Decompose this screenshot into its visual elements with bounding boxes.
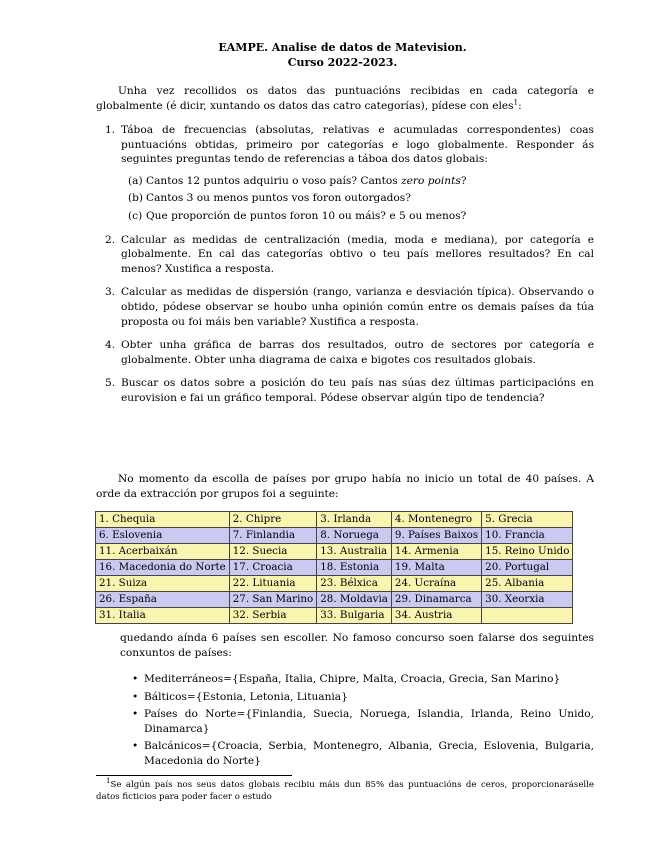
table-cell: 4. Montenegro — [391, 512, 481, 528]
subtask-list — [121, 174, 594, 224]
table-cell: 19. Malta — [391, 560, 481, 576]
table-cell: 3. Irlanda — [317, 512, 392, 528]
table-row — [96, 544, 573, 560]
set-text: Balcánicos={Croacia, Serbia, Montenegro, Albania, Grecia, Eslovenia, Bulgaria, Macedonia do Norte} — [144, 740, 594, 767]
table-cell: 14. Armenia — [391, 544, 481, 560]
task-item-3 — [96, 285, 594, 329]
task-number: 1. — [105, 124, 116, 136]
footnote — [96, 779, 594, 803]
table-cell: 9. Países Baixos — [391, 528, 481, 544]
table-cell: 20. Portugal — [482, 560, 573, 576]
set-item-norte — [120, 707, 594, 736]
set-text: Bálticos={Estonia, Letonia, Lituania} — [144, 690, 348, 703]
footnote-ref[interactable]: 1 — [513, 98, 519, 107]
table-row — [96, 592, 573, 608]
task-item-4 — [96, 338, 594, 367]
subtask-text-end: ? — [460, 174, 467, 187]
table-cell: 11. Acerbaixán — [96, 544, 230, 560]
table-row — [96, 512, 573, 528]
footnote-mark: 1 — [106, 777, 111, 786]
bullet-icon: • — [132, 690, 139, 703]
subtask-text: Cantos 12 puntos adquiriu o voso país? Cantos — [146, 174, 402, 187]
remaining-paragraph: quedando aínda 6 países sen escoller. No famoso concurso soen falarse dos seguintes conxuntos de países: — [120, 632, 594, 659]
table-cell: 29. Dinamarca — [391, 592, 481, 608]
table-cell: 24. Ucraína — [391, 576, 481, 592]
task-number: 3. — [105, 286, 116, 299]
set-item-balticos — [120, 690, 594, 705]
intro-paragraph — [96, 84, 594, 113]
task-text: Obter unha gráfica de barras dos resultados, outro de sectores por categoría e globalmente. Obter unha diagrama de caixa e bigotes cos resultados globais. — [121, 339, 594, 366]
table-cell: 31. Italia — [96, 608, 230, 624]
table-cell: 13. Australia — [317, 544, 392, 560]
table-cell: 2. Chipre — [229, 512, 316, 528]
table-cell: 18. Estonia — [317, 560, 392, 576]
task-number: 2. — [105, 233, 116, 246]
groups-intro-paragraph: No momento da escolla de países por grupo había no inicio un total de 40 países. A orde da extracción por grupos foi a seguinte: — [96, 473, 594, 500]
subtask-item-b — [121, 191, 594, 206]
table-cell: 34. Austria — [391, 608, 481, 624]
intro-colon: : — [518, 99, 522, 112]
groups-table — [95, 511, 573, 624]
footnote-text: Se algún país nos seus datos globais recibiu máis dun 85% das puntuacións de ceros, proporcionaráselle datos ficticios para poder facer o estudo — [96, 780, 594, 802]
table-cell — [482, 608, 573, 624]
set-item-balcanicos — [120, 739, 594, 768]
table-row — [96, 608, 573, 624]
task-item-1 — [96, 123, 594, 224]
table-cell: 26. España — [96, 592, 230, 608]
table-cell: 7. Finlandia — [229, 528, 316, 544]
table-cell: 16. Macedonia do Norte — [96, 560, 230, 576]
table-cell: 17. Croacia — [229, 560, 316, 576]
table-cell: 10. Francia — [482, 528, 573, 544]
table-cell: 28. Moldavia — [317, 592, 392, 608]
subtask-number: (a) — [128, 174, 143, 187]
subtask-item-a — [121, 174, 594, 189]
set-item-mediterraneos — [120, 672, 594, 687]
intro-text: Unha vez recollidos os datos das puntuacións recibidas en cada categoría e globalmente (é dicir, xuntando os datos das catro categorías), pídese con eles — [96, 85, 594, 112]
task-text: Calcular as medidas de centralización (media, moda e mediana), por categoría e globalmente. En cal das categorías obtivo o teu país mellores resultados? En cal menos? Xustifica a resposta. — [121, 233, 594, 275]
table-cell: 27. San Marino — [229, 592, 316, 608]
table-cell: 1. Chequia — [96, 512, 230, 528]
task-text: Calcular as medidas de dispersión (rango, varianza e desviación típica). Observando o obtido, pódese observar se houbo unha opinión común entre os demais países da túa proposta ou foi máis ben variable? Xustifica a resposta. — [121, 286, 594, 328]
task-item-2 — [96, 233, 594, 277]
task-text: Táboa de frecuencias (absolutas, relativas e acumuladas correspondentes) coas puntuacións obtidas, primeiro por categorías e logo globalmente. Responder ás seguintes preguntas tendo de referencias a táboa dos datos globais: — [121, 124, 594, 166]
table-cell: 25. Albania — [482, 576, 573, 592]
table-cell: 21. Suiza — [96, 576, 230, 592]
table-row — [96, 560, 573, 576]
bullet-icon: • — [132, 708, 139, 721]
subtask-number: (b) — [128, 192, 144, 205]
subtask-number: (c) — [128, 209, 143, 222]
table-cell: 30. Xeorxia — [482, 592, 573, 608]
task-number: 5. — [105, 377, 116, 390]
table-cell: 6. Eslovenia — [96, 528, 230, 544]
table-cell: 32. Serbia — [229, 608, 316, 624]
task-item-5 — [96, 376, 594, 405]
table-row — [96, 528, 573, 544]
page-title — [90, 40, 595, 70]
set-text: Mediterráneos={España, Italia, Chipre, Malta, Croacia, Grecia, San Marino} — [144, 673, 561, 685]
task-number: 4. — [105, 339, 116, 352]
table-cell: 8. Noruega — [317, 528, 392, 544]
table-cell: 15. Reino Unido — [482, 544, 573, 560]
table-cell: 33. Bulgaria — [317, 608, 392, 624]
task-text: Buscar os datos sobre a posición do teu país nas súas dez últimas participacións en eurovision e fai un gráfico temporal. Pódese observar algún tipo de tendencia? — [121, 377, 594, 404]
title-line-1: EAMPE. Analise de datos de Matevision. — [218, 41, 467, 54]
subtask-text: Que proporción de puntos foron 10 ou máis? e 5 ou menos? — [146, 209, 467, 222]
subtask-item-c — [121, 209, 594, 224]
bullet-icon: • — [132, 673, 139, 685]
set-text: Países do Norte={Finlandia, Suecia, Noruega, Islandia, Irlanda, Reino Unido, Dinamarca} — [144, 708, 594, 735]
subtask-text: Cantos 3 ou menos puntos vos foron outorgados? — [146, 192, 411, 205]
footnote-divider — [96, 775, 292, 776]
table-cell: 5. Grecia — [482, 512, 573, 528]
task-list — [96, 123, 594, 415]
bullet-icon: • — [132, 740, 139, 753]
table-cell: 12. Suecia — [229, 544, 316, 560]
title-line-2: Curso 2022-2023. — [287, 56, 398, 69]
table-cell: 22. Lituania — [229, 576, 316, 592]
table-row — [96, 576, 573, 592]
table-cell: 23. Bélxica — [317, 576, 392, 592]
country-sets-list — [120, 672, 594, 772]
subtask-emphasis: zero points — [401, 174, 461, 187]
